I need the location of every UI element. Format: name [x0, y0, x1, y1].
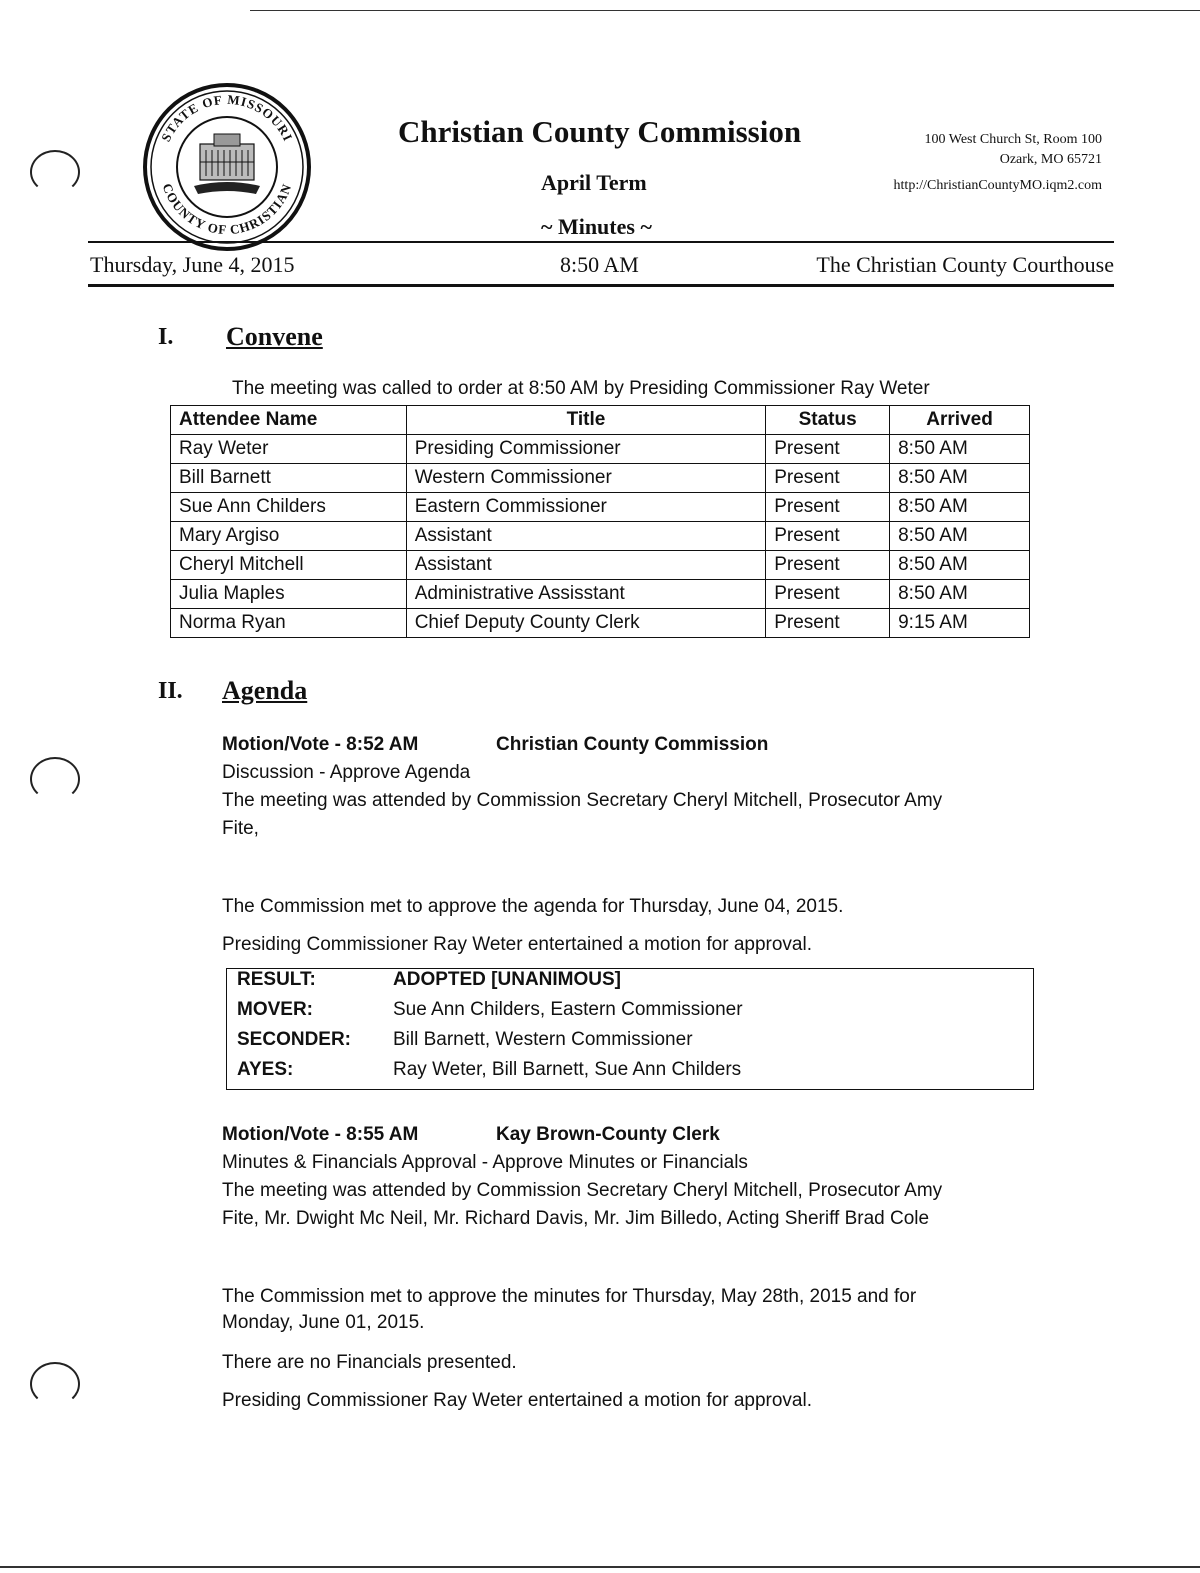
- attendee-status: Present: [766, 609, 890, 638]
- header-rule-bottom: [88, 284, 1114, 287]
- discussion-2: Minutes & Financials Approval - Approve Minutes or Financials: [222, 1152, 748, 1173]
- website-link: http://ChristianCountyMO.iqm2.com: [893, 178, 1102, 193]
- attendee-arrived: 8:50 AM: [890, 493, 1030, 522]
- table-row: [171, 580, 1030, 609]
- table-row: [171, 522, 1030, 551]
- attendee-arrived: 8:50 AM: [890, 522, 1030, 551]
- attended-1-line-2: Fite,: [222, 818, 259, 839]
- attendee-table-header: [171, 406, 1030, 435]
- discussion-1: Discussion - Approve Agenda: [222, 762, 471, 783]
- table-row: [171, 464, 1030, 493]
- column-header-title: Title: [406, 406, 766, 435]
- attendee-table: [170, 405, 1030, 638]
- motion-body-2: Kay Brown-County Clerk: [496, 1124, 720, 1145]
- attendee-name: Norma Ryan: [171, 609, 407, 638]
- column-header-arrived: Arrived: [890, 406, 1030, 435]
- attendee-name: Cheryl Mitchell: [171, 551, 407, 580]
- attendee-status: Present: [766, 435, 890, 464]
- attendee-status: Present: [766, 580, 890, 609]
- agenda-text-1: The Commission met to approve the agenda for Thursday, June 04, 2015.: [222, 896, 844, 917]
- attendee-title: Assistant: [406, 551, 766, 580]
- section-title-convene: Convene: [226, 322, 323, 351]
- column-header-status: Status: [766, 406, 890, 435]
- scan-bottom-edge: [0, 1566, 1200, 1568]
- column-header-attendee-name: Attendee Name: [171, 406, 407, 435]
- result-value: ADOPTED [UNANIMOUS]: [393, 969, 621, 990]
- attendee-name: Bill Barnett: [171, 464, 407, 493]
- attendee-arrived: 8:50 AM: [890, 551, 1030, 580]
- minutes-label: ~ Minutes ~: [541, 214, 652, 239]
- address-line-1: 100 West Church St, Room 100: [924, 132, 1102, 147]
- section-number-convene: I.: [158, 324, 174, 350]
- meeting-date: Thursday, June 4, 2015: [90, 252, 295, 277]
- attendee-title: Administrative Assisstant: [406, 580, 766, 609]
- attendee-name: Mary Argiso: [171, 522, 407, 551]
- attended-2-line-2: Fite, Mr. Dwight Mc Neil, Mr. Richard Davis, Mr. Jim Billedo, Acting Sheriff Brad Cole: [222, 1208, 930, 1229]
- meeting-time: 8:50 AM: [560, 252, 639, 277]
- section-number-agenda: II.: [158, 678, 183, 704]
- attendee-title: Assistant: [406, 522, 766, 551]
- meeting-location: The Christian County Courthouse: [816, 252, 1114, 277]
- scan-top-edge: [250, 10, 1200, 11]
- seconder-value: Bill Barnett, Western Commissioner: [393, 1029, 693, 1050]
- agenda-text-2: Presiding Commissioner Ray Weter entertained a motion for approval.: [222, 934, 812, 955]
- county-seal: [142, 82, 312, 252]
- minutes-text-1-line-1: The Commission met to approve the minutes for Thursday, May 28th, 2015 and for: [222, 1286, 917, 1307]
- result-label: RESULT:: [237, 969, 316, 990]
- attendee-arrived: 8:50 AM: [890, 435, 1030, 464]
- attended-2-line-1: The meeting was attended by Commission Secretary Cheryl Mitchell, Prosecutor Amy: [222, 1180, 943, 1201]
- table-row: [171, 493, 1030, 522]
- hole-punch-middle: [30, 757, 80, 801]
- address-line-2: Ozark, MO 65721: [999, 152, 1102, 167]
- attendee-status: Present: [766, 493, 890, 522]
- svg-text:COUNTY OF CHRISTIAN: COUNTY OF CHRISTIAN: [159, 181, 295, 238]
- mover-value: Sue Ann Childers, Eastern Commissioner: [393, 999, 743, 1020]
- attendee-status: Present: [766, 551, 890, 580]
- attendee-arrived: 8:50 AM: [890, 580, 1030, 609]
- attendee-title: Chief Deputy County Clerk: [406, 609, 766, 638]
- attended-1-line-1: The meeting was attended by Commission Secretary Cheryl Mitchell, Prosecutor Amy: [222, 790, 943, 811]
- seconder-label: SECONDER:: [237, 1029, 352, 1050]
- attendee-name: Sue Ann Childers: [171, 493, 407, 522]
- minutes-text-3: Presiding Commissioner Ray Weter entertained a motion for approval.: [222, 1390, 812, 1411]
- attendee-status: Present: [766, 522, 890, 551]
- hole-punch-top: [30, 150, 80, 194]
- table-row: [171, 435, 1030, 464]
- commission-title: Christian County Commission: [398, 114, 802, 149]
- ayes-value: Ray Weter, Bill Barnett, Sue Ann Childers: [393, 1059, 742, 1080]
- minutes-text-2: There are no Financials presented.: [222, 1352, 517, 1373]
- mover-label: MOVER:: [237, 999, 313, 1020]
- table-row: [171, 551, 1030, 580]
- motion-body-1: Christian County Commission: [496, 734, 769, 755]
- vote-result-box: [226, 968, 1034, 1090]
- table-row: [171, 609, 1030, 638]
- section-title-agenda: Agenda: [222, 676, 308, 705]
- minutes-text-1-line-2: Monday, June 01, 2015.: [222, 1312, 425, 1333]
- attendee-title: Western Commissioner: [406, 464, 766, 493]
- svg-text:STATE OF MISSOURI: STATE OF MISSOURI: [158, 91, 297, 144]
- attendee-name: Julia Maples: [171, 580, 407, 609]
- attendee-arrived: 8:50 AM: [890, 464, 1030, 493]
- attendee-title: Eastern Commissioner: [406, 493, 766, 522]
- header-rule-top: [88, 241, 1114, 243]
- attendee-title: Presiding Commissioner: [406, 435, 766, 464]
- attendee-name: Ray Weter: [171, 435, 407, 464]
- attendee-status: Present: [766, 464, 890, 493]
- ayes-label: AYES:: [237, 1059, 294, 1080]
- motion-vote-1: Motion/Vote - 8:52 AM: [222, 734, 419, 755]
- term-label: April Term: [541, 170, 647, 195]
- motion-vote-2: Motion/Vote - 8:55 AM: [222, 1124, 419, 1145]
- attendee-arrived: 9:15 AM: [890, 609, 1030, 638]
- convene-intro: The meeting was called to order at 8:50 AM by Presiding Commissioner Ray Weter: [232, 378, 930, 399]
- hole-punch-bottom: [30, 1362, 80, 1406]
